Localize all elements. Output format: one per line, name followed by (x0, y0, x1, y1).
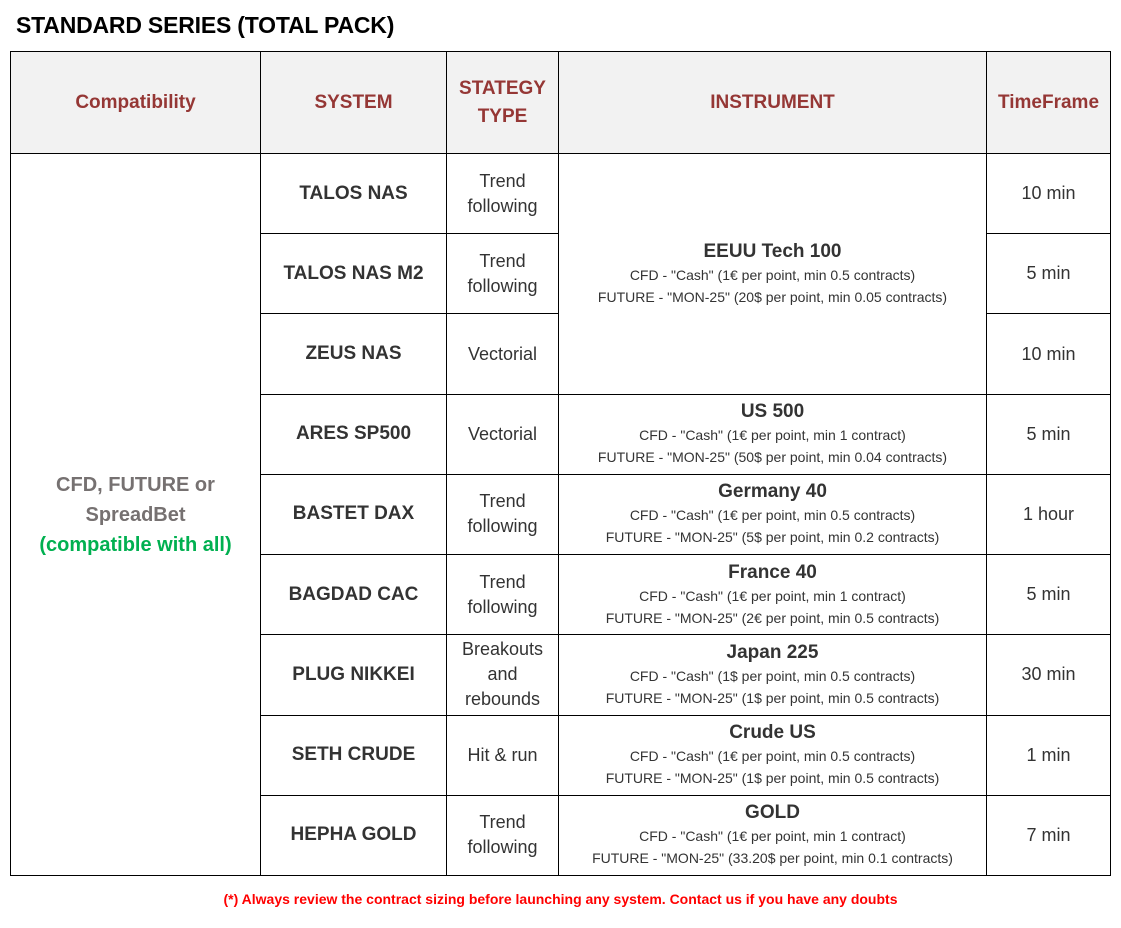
strategy-type-line: Trend (479, 250, 526, 271)
table-row (11, 154, 1111, 234)
strategy-type-line: following (467, 596, 538, 617)
header-strategy-type (447, 52, 559, 154)
timeframe: 5 min (987, 555, 1111, 635)
instrument-name: France 40 (728, 561, 817, 583)
instrument-cell (559, 555, 987, 635)
instrument-name: US 500 (740, 401, 805, 423)
timeframe: 10 min (987, 154, 1111, 234)
strategy-type-line: Vectorial (467, 423, 538, 444)
instrument-cfd: CFD - "Cash" (1€ per point, min 1 contract) (639, 587, 906, 604)
instrument-name: Germany 40 (718, 481, 827, 503)
instrument-name: GOLD (745, 802, 800, 824)
instrument-future: FUTURE - "MON-25" (1$ per point, min 0.5 contracts) (605, 689, 940, 706)
strategy-type-line: Hit & run (467, 744, 538, 765)
strategy-type (447, 154, 559, 234)
instrument-future: FUTURE - "MON-25" (5$ per point, min 0.2 contracts) (605, 529, 940, 546)
instrument-cfd: CFD - "Cash" (1€ per point, min 1 contract) (639, 828, 906, 845)
header-system: SYSTEM (261, 52, 447, 154)
strategy-type-line: rebounds (464, 689, 541, 710)
instrument-cell (559, 154, 987, 395)
instrument-future: FUTURE - "MON-25" (1$ per point, min 0.5 contracts) (605, 770, 940, 787)
instrument-future: FUTURE - "MON-25" (33.20$ per point, min 0.1 contracts) (592, 850, 953, 867)
strategy-type-line: and (487, 664, 518, 685)
systems-table (10, 51, 1111, 876)
timeframe: 5 min (987, 394, 1111, 474)
system-name: BAGDAD CAC (261, 555, 447, 635)
instrument-cell (559, 474, 987, 554)
instrument-cfd: CFD - "Cash" (1$ per point, min 0.5 contracts) (629, 667, 916, 684)
timeframe: 10 min (987, 314, 1111, 394)
page-title: STANDARD SERIES (TOTAL PACK) (16, 12, 395, 38)
instrument-future: FUTURE - "MON-25" (50$ per point, min 0.04 contracts) (597, 449, 948, 466)
system-name: HEPHA GOLD (261, 795, 447, 875)
strategy-type (447, 795, 559, 875)
strategy-type (447, 635, 559, 715)
strategy-type-line: following (467, 195, 538, 216)
timeframe: 5 min (987, 234, 1111, 314)
strategy-type (447, 555, 559, 635)
compatibility-cell (11, 154, 261, 876)
strategy-type (447, 234, 559, 314)
system-name: TALOS NAS (261, 154, 447, 234)
instrument-future: FUTURE - "MON-25" (20$ per point, min 0.05 contracts) (597, 288, 948, 305)
header-strategy-line1: STATEGY (459, 77, 546, 99)
instrument-name: EEUU Tech 100 (703, 240, 842, 262)
strategy-type-line: Trend (479, 491, 526, 512)
strategy-type-line: Trend (479, 571, 526, 592)
footnote: (*) Always review the contract sizing before launching any system. Contact us if you have any doubts (223, 891, 898, 907)
instrument-cell (559, 394, 987, 474)
strategy-type-line: following (467, 516, 538, 537)
strategy-type-line: Trend (479, 170, 526, 191)
instrument-name: Japan 225 (726, 641, 819, 663)
strategy-type-line: Breakouts (461, 639, 544, 660)
instrument-cell (559, 635, 987, 715)
instrument-cfd: CFD - "Cash" (1€ per point, min 0.5 contracts) (629, 266, 916, 283)
table-header-row (11, 52, 1111, 154)
strategy-type-line: following (467, 837, 538, 858)
timeframe: 30 min (987, 635, 1111, 715)
system-name: ARES SP500 (261, 394, 447, 474)
header-instrument: INSTRUMENT (559, 52, 987, 154)
compatibility-line2: SpreadBet (85, 503, 186, 526)
strategy-type (447, 394, 559, 474)
strategy-type (447, 474, 559, 554)
instrument-cfd: CFD - "Cash" (1€ per point, min 0.5 contracts) (629, 507, 916, 524)
instrument-name: Crude US (729, 722, 816, 744)
system-name: PLUG NIKKEI (261, 635, 447, 715)
strategy-type-line: Trend (479, 812, 526, 833)
header-timeframe: TimeFrame (987, 52, 1111, 154)
strategy-type (447, 715, 559, 795)
instrument-cell (559, 795, 987, 875)
system-name: BASTET DAX (261, 474, 447, 554)
system-name: ZEUS NAS (261, 314, 447, 394)
system-name: TALOS NAS M2 (261, 234, 447, 314)
strategy-type-line: Vectorial (467, 343, 538, 364)
instrument-future: FUTURE - "MON-25" (2€ per point, min 0.5 contracts) (605, 609, 940, 626)
strategy-type-line: following (467, 275, 538, 296)
instrument-cfd: CFD - "Cash" (1€ per point, min 0.5 contracts) (629, 748, 916, 765)
compatibility-line3: (compatible with all) (39, 533, 232, 556)
compatibility-line1: CFD, FUTURE or (56, 473, 215, 496)
header-compatibility: Compatibility (11, 52, 261, 154)
header-strategy-line2: TYPE (477, 105, 528, 127)
instrument-cell (559, 715, 987, 795)
strategy-type (447, 314, 559, 394)
timeframe: 1 hour (987, 474, 1111, 554)
timeframe: 1 min (987, 715, 1111, 795)
timeframe: 7 min (987, 795, 1111, 875)
instrument-cfd: CFD - "Cash" (1€ per point, min 1 contract) (639, 427, 906, 444)
system-name: SETH CRUDE (261, 715, 447, 795)
